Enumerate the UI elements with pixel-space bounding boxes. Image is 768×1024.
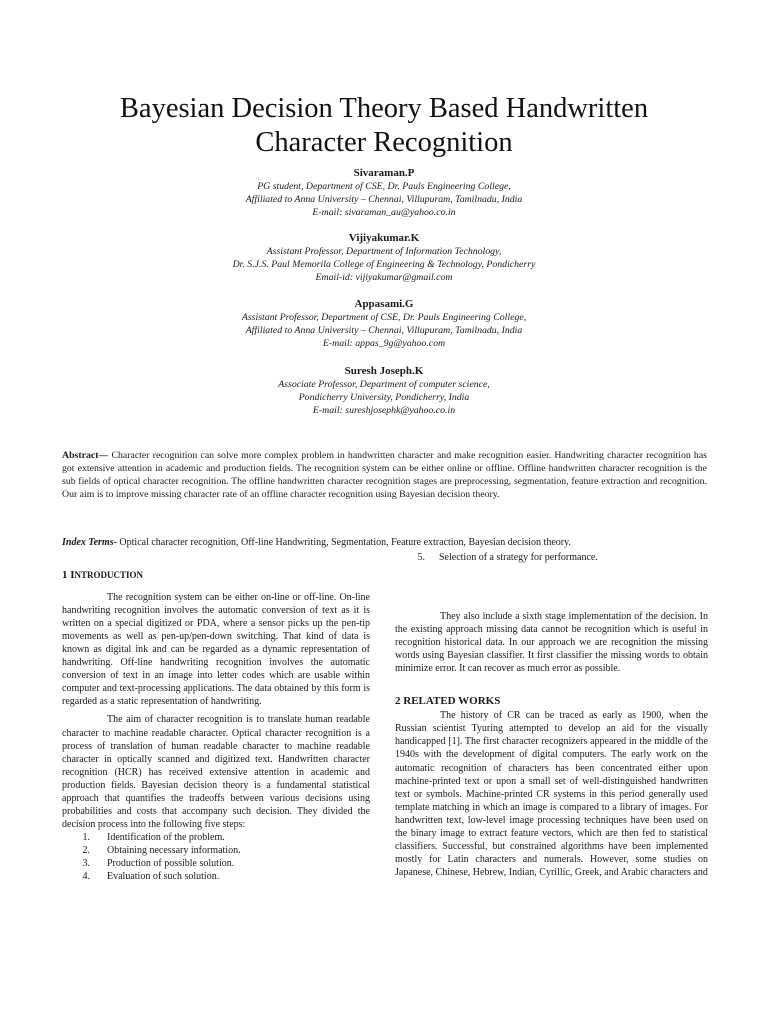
author-affiliation: Affiliated to Anna University – Chennai, Villupuram, Tamilnadu, India [245,194,523,205]
author-affiliation: Affiliated to Anna University – Chennai, Villupuram, Tamilnadu, India [245,325,523,336]
decision-steps-list-continued [395,551,708,564]
title-line-2: Character Recognition [255,127,513,158]
section-heading-introduction: 1 INTRODUCTION [62,569,144,581]
paragraph: They also include a sixth stage implementation of the decision. In the existing approach missing data cannot be recognition which is useful in recognition historical data. In our approach we are recognition the missing words using Bayesian classifier. It first classifier the missing words to obtain minimize error. It can recover as much error as possible. [395,611,708,675]
abstract [62,449,707,501]
paragraph: The history of CR can be traced as early as 1900, when the Russian scientist Tyuring attempted to develop an aid for the visually handicapped [1]. The first character recognizers appeared in the middle of the 1940s with the development of digital computers. The early work on the automatic recognition of characters has been concentrated either upon machine-printed text or upon a small set of well-distinguished handwritten text or symbols. Machine-printed CR systems in this period generally used template matching in which an image is compared to a library of images. For handwritten text, low-level image processing techniques have been used on the binary image to extract feature vectors, which are then fed to statistical classifiers. Successful, but constrained algorithms have been implemented mostly for Latin characters and numerals. However, some studies on Japanese, Chinese, Hebrew, Indian, Cyrillic, Greek, and Arabic characters and [395,710,708,878]
list-item: 4. Evaluation of such solution. [82,871,220,883]
left-column [62,569,370,883]
author-affiliation: Associate Professor, Department of computer science, [278,379,490,390]
right-column [395,551,708,879]
author-affiliation: Assistant Professor, Department of Information Technology, [266,246,502,257]
decision-steps-list [62,831,370,883]
author-name: Appasami.G [354,298,414,310]
list-item: 5. Selection of a strategy for performance. [417,552,598,563]
author-email: E-mail: appas_9g@yahoo.com [322,338,446,349]
section-heading-related-works: 2 RELATED WORKS [395,695,501,708]
author-email: Email-id: vijiyakumar@gmail.com [315,272,453,283]
author-affiliation: Dr. S.J.S. Paul Memorila College of Engineering & Technology, Pondicherry [232,259,536,270]
abstract-text: Character recognition can solve more complex problem in handwritten character and make recognition easier. Handwriting character recognition has got extensive attention in academic and production fields. The recognition system can be either online or offline. Offline handwritten character recognition is the sub fields of optical character recognition. The offline handwritten character recognition stages are preprocessing, segmentation, feature extraction and recognition. Our aim is to improve missing character rate of an offline character recognition using Bayesian decision theory. [62,450,707,500]
author-email: E-mail: sivaraman_au@yahoo.co.in [312,207,456,218]
list-item: 2. Obtaining necessary information. [82,844,241,856]
author-name: Vijiyakumar.K [348,232,420,244]
abstract-label: Abstract— [62,450,109,461]
author-name: Suresh Joseph.K [344,365,424,377]
paragraph: The recognition system can be either on-line or off-line. On-line handwriting recognition involves the automatic conversion of text as it is written on a special digitized or PDA, where a sensor picks up the pen-tip movements as well as pen-up/pen-down switching. That kind of data is known as digital ink and can be regarded as a dynamic representation of handwriting. Off-line handwriting recognition involves the automatic conversion of text in an image into letter codes which are usable within computer and text-processing applications. The data obtained by this form is regarded as a static representation of handwriting. [62,592,370,708]
index-terms-label: Index Terms- [62,537,117,548]
author-block-3 [40,297,728,350]
list-item: 1. Identification of the problem. [82,831,225,843]
list-item: 3. Production of possible solution. [82,857,235,869]
author-name: Sivaraman.P [353,167,415,179]
author-block-1 [40,166,728,219]
author-email: E-mail: sureshjosephk@yahoo.co.in [312,405,456,416]
paragraph: The aim of character recognition is to translate human readable character to machine readable character. Optical character recognition is a process of translation of human readable character to machine readable character in optically scanned and digitized text. Handwritten character recognition (HCR) has received extensive attention in academic and production fields. Bayesian decision theory is a fundamental statistical approach that quantifies the tradeoffs between various decisions using probabilities and costs that accompany such decision. They divided the decision process into the following five steps: [62,714,370,830]
index-terms-text: Optical character recognition, Off-line Handwriting, Segmentation, Feature extraction, Bayesian decision theory. [116,537,571,548]
author-affiliation: Pondicherry University, Pondicherry, India [298,392,470,403]
paper-title [40,92,728,160]
author-affiliation: PG student, Department of CSE, Dr. Pauls Engineering College, [257,181,511,192]
index-terms [62,536,707,549]
author-affiliation: Assistant Professor, Department of CSE, Dr. Pauls Engineering College, [241,312,527,323]
author-block-4 [40,364,728,417]
author-block-2 [40,231,728,284]
title-line-1: Bayesian Decision Theory Based Handwritten [119,93,649,124]
